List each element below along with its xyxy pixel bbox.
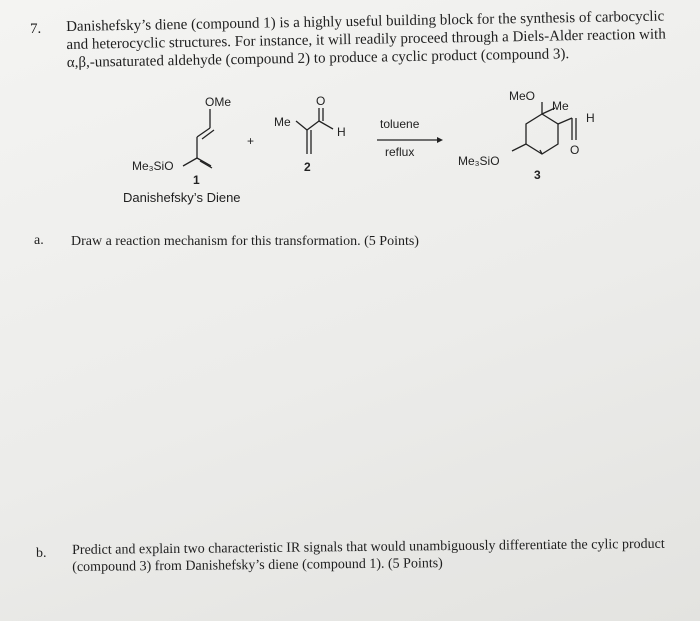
- aldehyde-me-label: Me: [274, 115, 291, 129]
- aldehyde-number: 2: [304, 160, 311, 174]
- question-number: 7.: [30, 21, 42, 37]
- aldehyde-o-label: O: [316, 94, 326, 108]
- aldehyde-structure: [296, 108, 333, 154]
- plus-sign: +: [247, 134, 255, 148]
- part-a-label: a.: [34, 233, 44, 248]
- diene-ome-label: OMe: [205, 95, 232, 109]
- condition-temperature: reflux: [385, 145, 415, 159]
- part-a-text: Draw a reaction mechanism for this transformation. (5 Points): [71, 234, 419, 249]
- part-b-text: Predict and explain two characteristic IR signals that would unambiguously differentiate the cylic product (compound 3) from Danishefsky’s diene (compound 1). (5 Points): [72, 536, 665, 575]
- diene-silyl-label: Me₃SiO: [132, 159, 174, 173]
- diene-structure: [183, 109, 214, 168]
- diene-name-caption: Danishefsky’s Diene: [123, 190, 241, 205]
- product-number: 3: [534, 168, 541, 182]
- part-b-label: b.: [36, 546, 47, 561]
- product-h-label: H: [586, 111, 595, 125]
- product-o-label: O: [570, 143, 580, 157]
- diene-number: 1: [193, 173, 200, 187]
- aldehyde-h-label: H: [337, 125, 346, 139]
- question-text: Danishefsky’s diene (compound 1) is a highly useful building block for the synthesis of carbocyclic and heterocyclic structures. For instance, it will readily proceed through a Diels-Alder reaction with α,β,-unsaturated aldehyde (compound 2) to produce a cyclic product (compound 3).: [66, 8, 666, 71]
- product-me-label: Me: [552, 99, 569, 113]
- product-silyl-label: Me₃SiO: [458, 154, 500, 168]
- product-meo-label: MeO: [509, 89, 536, 103]
- condition-solvent: toluene: [380, 117, 420, 131]
